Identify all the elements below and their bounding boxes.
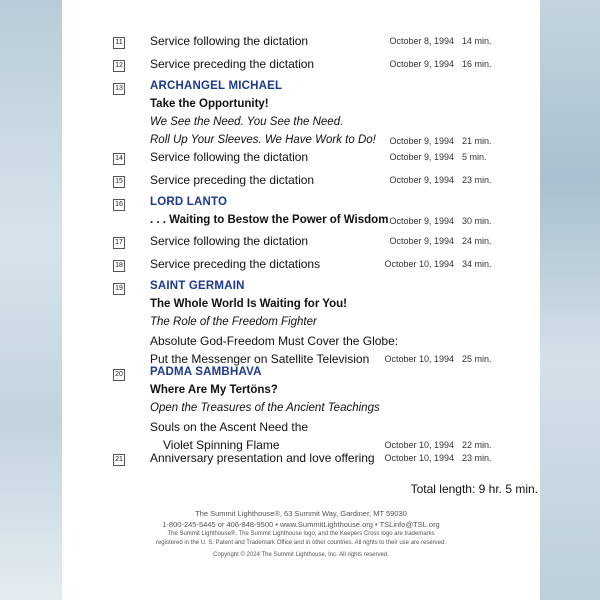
track-duration: 23 min. xyxy=(462,453,492,463)
footer-trademark-1: The Summit Lighthouse®, The Summit Lighthouse logo, and the Keepers Cross logo are trademarks xyxy=(167,531,435,537)
track-date: October 9, 1994 xyxy=(389,152,454,162)
track-line: Service following the dictation xyxy=(150,234,309,248)
track-date: October 10, 1994 xyxy=(384,354,454,364)
track-date: October 10, 1994 xyxy=(384,440,454,450)
track-date: October 10, 1994 xyxy=(384,259,454,269)
track-line: Service preceding the dictations xyxy=(150,257,321,271)
track-date: October 9, 1994 xyxy=(389,175,454,185)
track-date: October 9, 1994 xyxy=(389,216,454,226)
track-duration: 14 min. xyxy=(462,36,492,46)
footer-address: The Summit Lighthouse®, 63 Summit Way, Gardiner, MT 59030 xyxy=(195,509,407,518)
background-right xyxy=(540,0,600,600)
dictation-title: . . . Waiting to Bestow the Power of Wisdom xyxy=(150,214,389,226)
track-date: October 8, 1994 xyxy=(389,36,454,46)
track-number-box: 12 xyxy=(113,60,125,72)
track-number-box: 13 xyxy=(113,83,125,95)
track-line: We See the Need. You See the Need. xyxy=(150,116,344,128)
track-duration: 25 min. xyxy=(462,354,492,364)
footer-copyright: Copyright © 2024 The Summit Lighthouse, Inc. All rights reserved. xyxy=(213,552,389,558)
speaker-name: PADMA SAMBHAVA xyxy=(150,366,262,378)
track-date: October 9, 1994 xyxy=(389,236,454,246)
track-number-box: 14 xyxy=(113,153,125,165)
track-line: Souls on the Ascent Need the xyxy=(150,420,309,434)
track-line: Violet Spinning Flame xyxy=(163,438,280,452)
track-number-box: 11 xyxy=(113,37,125,49)
track-number-box: 17 xyxy=(113,237,125,249)
footer xyxy=(62,508,540,560)
track-line: Service preceding the dictation xyxy=(150,57,315,71)
track-line: Anniversary presentation and love offering xyxy=(150,451,375,465)
track-date: October 9, 1994 xyxy=(389,59,454,69)
track-number-box: 18 xyxy=(113,260,125,272)
track-duration: 23 min. xyxy=(462,175,492,185)
track-line: Service following the dictation xyxy=(150,34,309,48)
speaker-name: ARCHANGEL MICHAEL xyxy=(150,80,283,92)
track-line: Open the Treasures of the Ancient Teachings xyxy=(150,402,380,414)
track-date: October 9, 1994 xyxy=(389,136,454,146)
track-number-box: 16 xyxy=(113,199,125,211)
dictation-title: Where Are My Tertöns? xyxy=(150,384,278,396)
track-line: Service following the dictation xyxy=(150,150,309,164)
track-line: The Role of the Freedom Fighter xyxy=(150,316,317,328)
track-duration: 21 min. xyxy=(462,136,492,146)
track-line: Absolute God-Freedom Must Cover the Globe: xyxy=(150,334,399,348)
track-line: Roll Up Your Sleeves. We Have Work to Do! xyxy=(150,134,376,146)
track-line: Put the Messenger on Satellite Television xyxy=(150,352,370,366)
footer-contact: 1-800-245-5445 or 406-848-9500 • www.SummitLighthouse.org • TSLinfo@TSL.org xyxy=(162,520,440,529)
track-number-box: 19 xyxy=(113,283,125,295)
track-duration: 16 min. xyxy=(462,59,492,69)
track-number-box: 21 xyxy=(113,454,125,466)
speaker-name: LORD LANTO xyxy=(150,196,228,208)
dictation-title: Take the Opportunity! xyxy=(150,98,269,110)
track-duration: 5 min. xyxy=(462,152,487,162)
background-left xyxy=(0,0,62,600)
track-duration: 22 min. xyxy=(462,440,492,450)
track-duration: 34 min. xyxy=(462,259,492,269)
dictation-title: The Whole World Is Waiting for You! xyxy=(150,298,347,310)
document-page xyxy=(62,0,540,600)
track-date: October 10, 1994 xyxy=(384,453,454,463)
total-length: Total length: 9 hr. 5 min. xyxy=(410,482,538,496)
track-duration: 24 min. xyxy=(462,236,492,246)
track-number-box: 20 xyxy=(113,369,125,381)
track-line: Service preceding the dictation xyxy=(150,173,315,187)
track-number-box: 15 xyxy=(113,176,125,188)
footer-trademark-2: registered in the U. S. Patent and Trademark Office and in other countries. All rights to their use are reserved. xyxy=(155,540,447,546)
speaker-name: SAINT GERMAIN xyxy=(150,280,245,292)
track-duration: 30 min. xyxy=(462,216,492,226)
